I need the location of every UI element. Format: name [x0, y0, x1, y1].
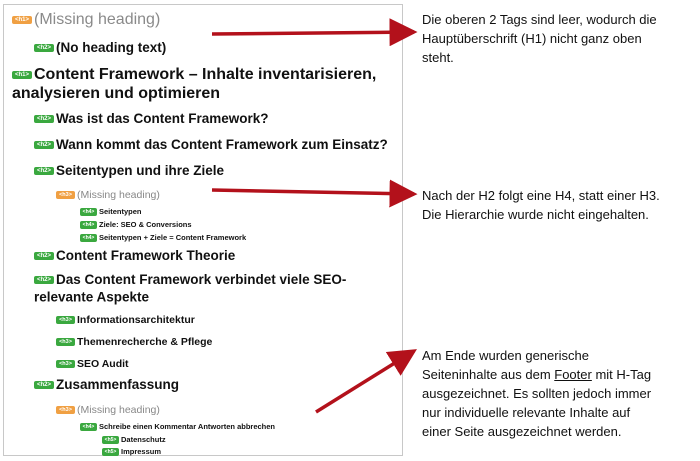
heading-text: Das Content Framework verbindet viele SEO-: [56, 272, 347, 288]
h4-badge: <h4>: [80, 208, 97, 216]
h1-badge: <h1>: [12, 16, 32, 24]
h3-badge: <h3>: [56, 191, 75, 199]
heading-text: SEO Audit: [77, 357, 129, 370]
h2-badge: <h2>: [34, 252, 54, 260]
arrow-3: [316, 351, 414, 412]
h5-badge: <h5>: [102, 448, 119, 456]
arrow-2: [212, 190, 414, 194]
note-line: Am Ende wurden generische: [422, 348, 589, 363]
note-line: Nach der H2 folgt eine H4, statt einer H3.: [422, 188, 660, 203]
heading-text: relevante Aspekte: [34, 289, 150, 305]
heading-text: Wann kommt das Content Framework zum Einsatz?: [56, 137, 388, 153]
heading-text: Schreibe einen Kommentar Antworten abbrechen: [99, 422, 276, 432]
h3-badge: <h3>: [56, 360, 75, 368]
note-line: ausgezeichnet. Es sollten jedoch immer: [422, 386, 652, 401]
heading-text: Seitentypen und ihre Ziele: [56, 163, 225, 179]
heading-text: (No heading text): [56, 40, 167, 56]
h3-badge: <h3>: [56, 316, 75, 324]
arrow-1: [212, 32, 414, 34]
heading-text: (Missing heading): [77, 188, 160, 201]
heading-text: Zusammenfassung: [56, 377, 180, 393]
heading-text: Was ist das Content Framework?: [56, 111, 269, 127]
h3-badge: <h3>: [56, 406, 75, 414]
heading-text: Seitentypen + Ziele = Content Framework: [99, 233, 247, 243]
note-line: steht.: [422, 50, 454, 65]
h2-badge: <h2>: [34, 167, 54, 175]
h2-badge: <h2>: [34, 141, 54, 149]
note-line: Seiteninhalte aus dem Footer mit H-Tag: [422, 367, 652, 382]
heading-text: Informationsarchitektur: [77, 313, 195, 326]
h2-badge: <h2>: [34, 276, 54, 284]
h2-badge: <h2>: [34, 381, 54, 389]
footer-word: Footer: [554, 367, 592, 382]
annotation-note-3: [422, 346, 651, 441]
note-line: nur individuelle relevante Inhalte auf: [422, 405, 631, 420]
note-line: Hauptüberschrift (H1) nicht ganz oben: [422, 31, 642, 46]
h4-badge: <h4>: [80, 221, 97, 229]
h2-badge: <h2>: [34, 115, 54, 123]
heading-text: Datenschutz: [121, 435, 166, 445]
note-line: einer Seite ausgezeichnet werden.: [422, 424, 622, 439]
heading-text: (Missing heading): [34, 11, 161, 28]
annotation-note-1: [422, 10, 657, 67]
heading-text: Content Framework – Inhalte inventarisieren,: [34, 66, 377, 83]
h2-badge: <h2>: [34, 44, 54, 52]
h3-badge: <h3>: [56, 338, 75, 346]
note-line: Die Hierarchie wurde nicht eingehalten.: [422, 207, 649, 222]
heading-text: Seitentypen: [99, 207, 142, 217]
heading-text: (Missing heading): [77, 403, 160, 416]
heading-text: analysieren und optimieren: [12, 85, 221, 102]
heading-text: Ziele: SEO & Conversions: [99, 220, 192, 230]
h1-badge: <h1>: [12, 71, 32, 79]
heading-text: Themenrecherche & Pflege: [77, 335, 213, 348]
h5-badge: <h5>: [102, 436, 119, 444]
annotation-note-2: [422, 186, 660, 224]
h4-badge: <h4>: [80, 234, 97, 242]
note-line: Die oberen 2 Tags sind leer, wodurch die: [422, 12, 657, 27]
heading-text: Impressum: [121, 447, 162, 457]
heading-text: Content Framework Theorie: [56, 248, 236, 264]
h4-badge: <h4>: [80, 423, 97, 431]
